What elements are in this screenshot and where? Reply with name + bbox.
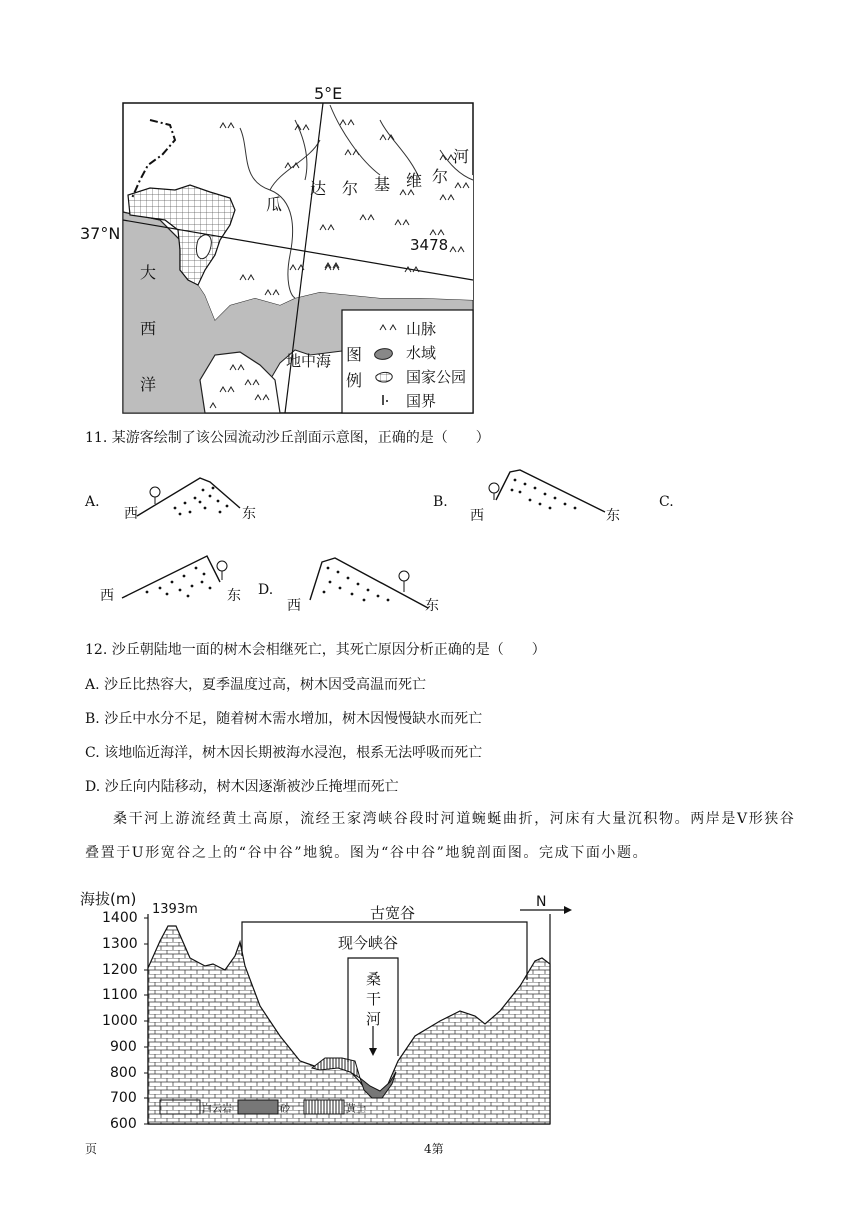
footer-page: 4第 <box>424 1142 444 1156</box>
longitude-label: 5°E <box>314 84 343 103</box>
q11-option-b-east: 东 <box>606 508 620 524</box>
latitude-label: 37°N <box>80 224 121 243</box>
legend-loess: 黄土 <box>346 1104 366 1115</box>
range-char-2: 尔 <box>342 179 359 198</box>
dune-d-svg <box>300 552 440 614</box>
q12-option-d[interactable]: D. 沙丘向内陆移动，树木因逐渐被沙丘掩埋而死亡 <box>85 779 399 795</box>
legend-title-1: 图 <box>346 345 363 364</box>
ytick-1400: 1400 <box>102 910 138 926</box>
profile-ylabel: 海拔(m) <box>80 890 137 908</box>
range-char-5: 尔 <box>432 167 449 186</box>
footer-left: 页 <box>85 1142 98 1156</box>
valley-profile-svg <box>80 886 580 1132</box>
q11-option-d-east: 东 <box>425 598 439 614</box>
q11-option-a-west: 西 <box>124 506 138 522</box>
ytick-1100: 1100 <box>102 987 138 1003</box>
range-char-3: 基 <box>374 175 391 194</box>
ancient-valley-label: 古宽谷 <box>370 904 416 922</box>
profile-peak-label: 1393m <box>152 902 198 917</box>
range-char-4: 维 <box>406 171 423 190</box>
ytick-800: 800 <box>110 1065 137 1081</box>
river-char-3: 河 <box>366 1010 382 1028</box>
q11-option-c-letter[interactable]: C. <box>659 494 674 510</box>
valley-profile <box>80 886 580 1132</box>
ytick-900: 900 <box>110 1039 137 1055</box>
q11-option-a-east: 东 <box>242 506 256 522</box>
q11-option-c-west: 西 <box>100 588 114 604</box>
legend-dolomite: 白云岩 <box>202 1104 232 1115</box>
legend-title-2: 例 <box>346 371 363 390</box>
legend-water: 水域 <box>406 344 437 362</box>
mediterranean-label: 地中海 <box>286 352 332 370</box>
atlantic-label-1: 大 <box>140 263 157 282</box>
q11-option-d-letter[interactable]: D. <box>258 582 274 598</box>
elevation-label: 3478 <box>410 236 449 254</box>
legend-park: 国家公园 <box>406 368 467 386</box>
terrain-dolomite <box>148 926 550 1124</box>
ytick-600: 600 <box>110 1116 137 1132</box>
legend-border: 国界 <box>406 392 437 410</box>
legend-sand: 砂 <box>280 1104 290 1115</box>
modern-gorge-label: 现今峡谷 <box>338 934 399 952</box>
q11-option-b-letter[interactable]: B. <box>433 494 448 510</box>
range-char-1: 达 <box>310 179 327 198</box>
q12-option-b[interactable]: B. 沙丘中水分不足，随着树木需水增加，树木因慢慢缺水而死亡 <box>85 711 483 727</box>
river-char-2: 干 <box>366 990 382 1008</box>
q12-stem: 12. 沙丘朝陆地一面的树木会相继死亡，其死亡原因分析正确的是（ ） <box>85 642 546 658</box>
river-char-1: 桑 <box>366 970 382 988</box>
atlantic-label-3: 洋 <box>140 375 157 394</box>
q12-option-c[interactable]: C. 该地临近海洋，树木因长期被海水浸泡，根系无法呼吸而死亡 <box>85 745 483 761</box>
gua-label: 瓜 <box>266 195 283 214</box>
ytick-1000: 1000 <box>102 1013 138 1029</box>
q11-option-d-west: 西 <box>287 598 301 614</box>
dune-c <box>112 548 242 608</box>
q12-option-a[interactable]: A. 沙丘比热容大，夏季温度过高，树木因受高温而死亡 <box>85 677 427 693</box>
dune-d <box>300 552 440 614</box>
map-figure <box>80 80 480 420</box>
passage-line-2: 叠置于U形宽谷之上的“谷中谷”地貌。图为“谷中谷”地貌剖面图。完成下面小题。 <box>85 845 649 861</box>
ytick-700: 700 <box>110 1090 137 1106</box>
passage-line-1: 桑干河上游流经黄土高原，流经王家湾峡谷段时河道蜿蜒曲折，河床有大量沉积物。两岸是V形狭谷 <box>113 811 796 827</box>
q11-option-c-east: 东 <box>227 588 241 604</box>
river-label: 河 <box>453 147 470 166</box>
legend-mountain: 山脉 <box>406 320 437 338</box>
atlantic-label-2: 西 <box>140 319 157 338</box>
q11-stem: 11. 某游客绘制了该公园流动沙丘剖面示意图，正确的是（ ） <box>85 430 490 446</box>
ytick-1300: 1300 <box>102 936 138 952</box>
dune-c-svg <box>112 548 242 608</box>
north-label: N <box>536 894 547 910</box>
q11-option-a-letter[interactable]: A. <box>85 494 100 510</box>
ytick-1200: 1200 <box>102 962 138 978</box>
q11-option-b-west: 西 <box>470 508 484 524</box>
